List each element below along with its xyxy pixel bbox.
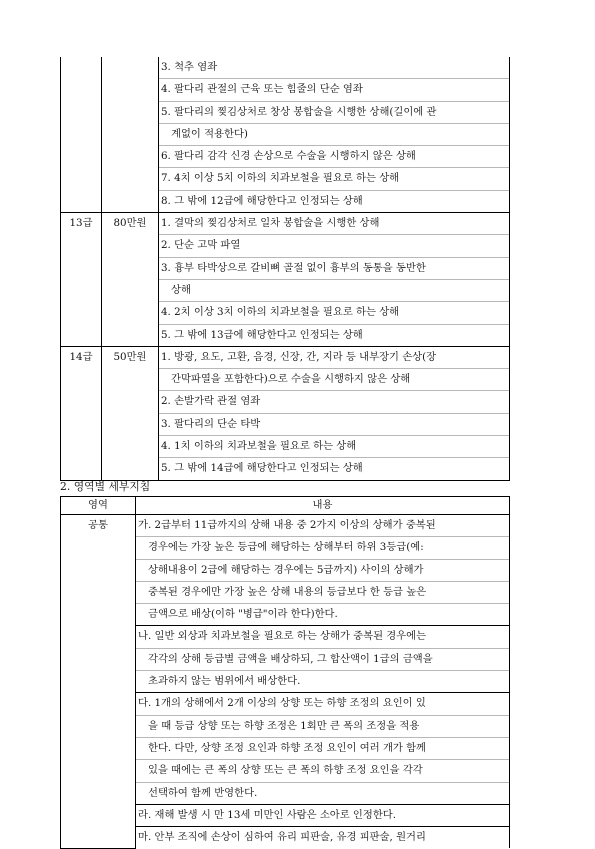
header-domain: 영역: [61, 497, 136, 515]
section-heading: 2. 영역별 세부지침: [60, 480, 151, 493]
grade-cell: 13급: [61, 213, 102, 347]
text-line: 4. 2치 이상 3치 이하의 치과보철을 필요로 하는 상해: [159, 302, 509, 324]
text-line: 1. 결막의 찢김상처로 일차 봉합술을 시행한 상해: [159, 213, 509, 235]
text-line: 1. 방광, 요도, 고환, 음경, 신장, 간, 지라 등 내부장기 손상(장: [159, 347, 509, 369]
grade-cell: [61, 57, 102, 213]
grade-row: [61, 57, 510, 213]
amount-cell: 80만원: [102, 213, 159, 347]
amount-cell: [102, 57, 159, 213]
guideline-cell: [136, 515, 510, 626]
text-line: 상해내용이 2급에 해당하는 경우에는 5급까지) 사이의 상해가: [136, 560, 509, 582]
guideline-cell: [136, 693, 510, 804]
text-line: 2. 단순 고막 파열: [159, 235, 509, 257]
text-line: 금액으로 배상(이하 "병급"이라 한다)한다.: [148, 608, 338, 621]
text-line: 2. 손발가락 관절 염좌: [159, 391, 509, 413]
text-line: 3. 척추 염좌: [159, 57, 509, 79]
text-line: 5. 그 밖에 13급에 해당한다고 인정되는 상해: [161, 328, 363, 341]
text-line: 4. 팔다리 관절의 근육 또는 힘줄의 단순 염좌: [159, 79, 509, 101]
text-line: 계없이 적용한다): [159, 124, 509, 146]
text-line: 있을 때에는 큰 폭의 상향 또는 큰 폭의 하향 조정 요인을 각각: [136, 760, 509, 782]
guideline-cell: [136, 626, 510, 693]
text-line: 선택하여 함께 반영한다.: [148, 786, 258, 799]
grade-row: [61, 213, 510, 347]
description-cell: [159, 57, 510, 213]
grade-row: [61, 346, 510, 480]
text-line: 간막파열을 포함한다)으로 수술을 시행하지 않은 상해: [159, 369, 509, 391]
text-line: 6. 팔다리 감각 신경 손상으로 수술을 시행하지 않은 상해: [159, 146, 509, 168]
grade-cell: 14급: [61, 346, 102, 480]
guideline-cell: [136, 827, 510, 849]
text-line: 경우에는 가장 높은 등급에 해당하는 상해부터 하위 3등급(예:: [136, 537, 509, 559]
header-content: 내용: [136, 497, 510, 515]
guide-table-body: [61, 515, 510, 849]
text-line: 한다. 다만, 상향 조정 요인과 하향 조정 요인이 여러 개가 함께: [136, 738, 509, 760]
text-line: 각각의 상해 등급별 금액을 배상하되, 그 합산액이 1급의 금액을: [136, 649, 509, 671]
text-line: 을 때 등급 상향 또는 하향 조정은 1회만 큰 폭의 조정을 적용: [136, 716, 509, 738]
text-line: 라. 재해 발생 시 만 13세 미만인 사람은 소아로 인정한다.: [138, 808, 396, 821]
guideline-cell: [136, 804, 510, 826]
grade-table-body: [61, 57, 510, 480]
text-line: 5. 그 밖에 14급에 해당한다고 인정되는 상해: [161, 462, 363, 475]
text-line: 중복된 경우에만 가장 높은 상해 내용의 등급보다 한 등급 높은: [136, 582, 509, 604]
text-line: 마. 안부 조직에 손상이 심하여 유리 피판술, 유경 피판술, 원거리: [138, 831, 426, 844]
text-line: 7. 4치 이상 5치 이하의 치과보철을 필요로 하는 상해: [159, 168, 509, 190]
text-line: 3. 팔다리의 단순 타박: [159, 414, 509, 436]
guide-table-header-row: [61, 497, 510, 515]
description-cell: [159, 213, 510, 347]
text-line: 8. 그 밖에 12급에 해당한다고 인정되는 상해: [161, 194, 363, 207]
text-line: 4. 1치 이하의 치과보철을 필요로 하는 상해: [159, 436, 509, 458]
description-cell: [159, 346, 510, 480]
text-line: 다. 1개의 상해에서 2개 이상의 상향 또는 하향 조정의 요인이 있: [136, 693, 509, 715]
guide-table: [60, 496, 510, 849]
text-line: 나. 일반 외상과 치과보철을 필요로 하는 상해가 중복된 경우에는: [136, 626, 509, 648]
grade-table: [60, 57, 510, 481]
guide-row: [61, 515, 510, 626]
text-line: 상해: [159, 280, 509, 302]
text-line: 초과하지 않는 범위에서 배상한다.: [148, 675, 301, 688]
amount-cell: 50만원: [102, 346, 159, 480]
text-line: 3. 흉부 타박상으로 갈비뼈 골절 없이 흉부의 동통을 동반한: [159, 258, 509, 280]
text-line: 가. 2급부터 11급까지의 상해 내용 중 2가지 이상의 상해가 중복된: [136, 515, 509, 537]
domain-cell: 공통: [61, 515, 136, 849]
text-line: 5. 팔다리의 찢김상처로 창상 봉합술을 시행한 상해(길이에 관: [159, 102, 509, 124]
